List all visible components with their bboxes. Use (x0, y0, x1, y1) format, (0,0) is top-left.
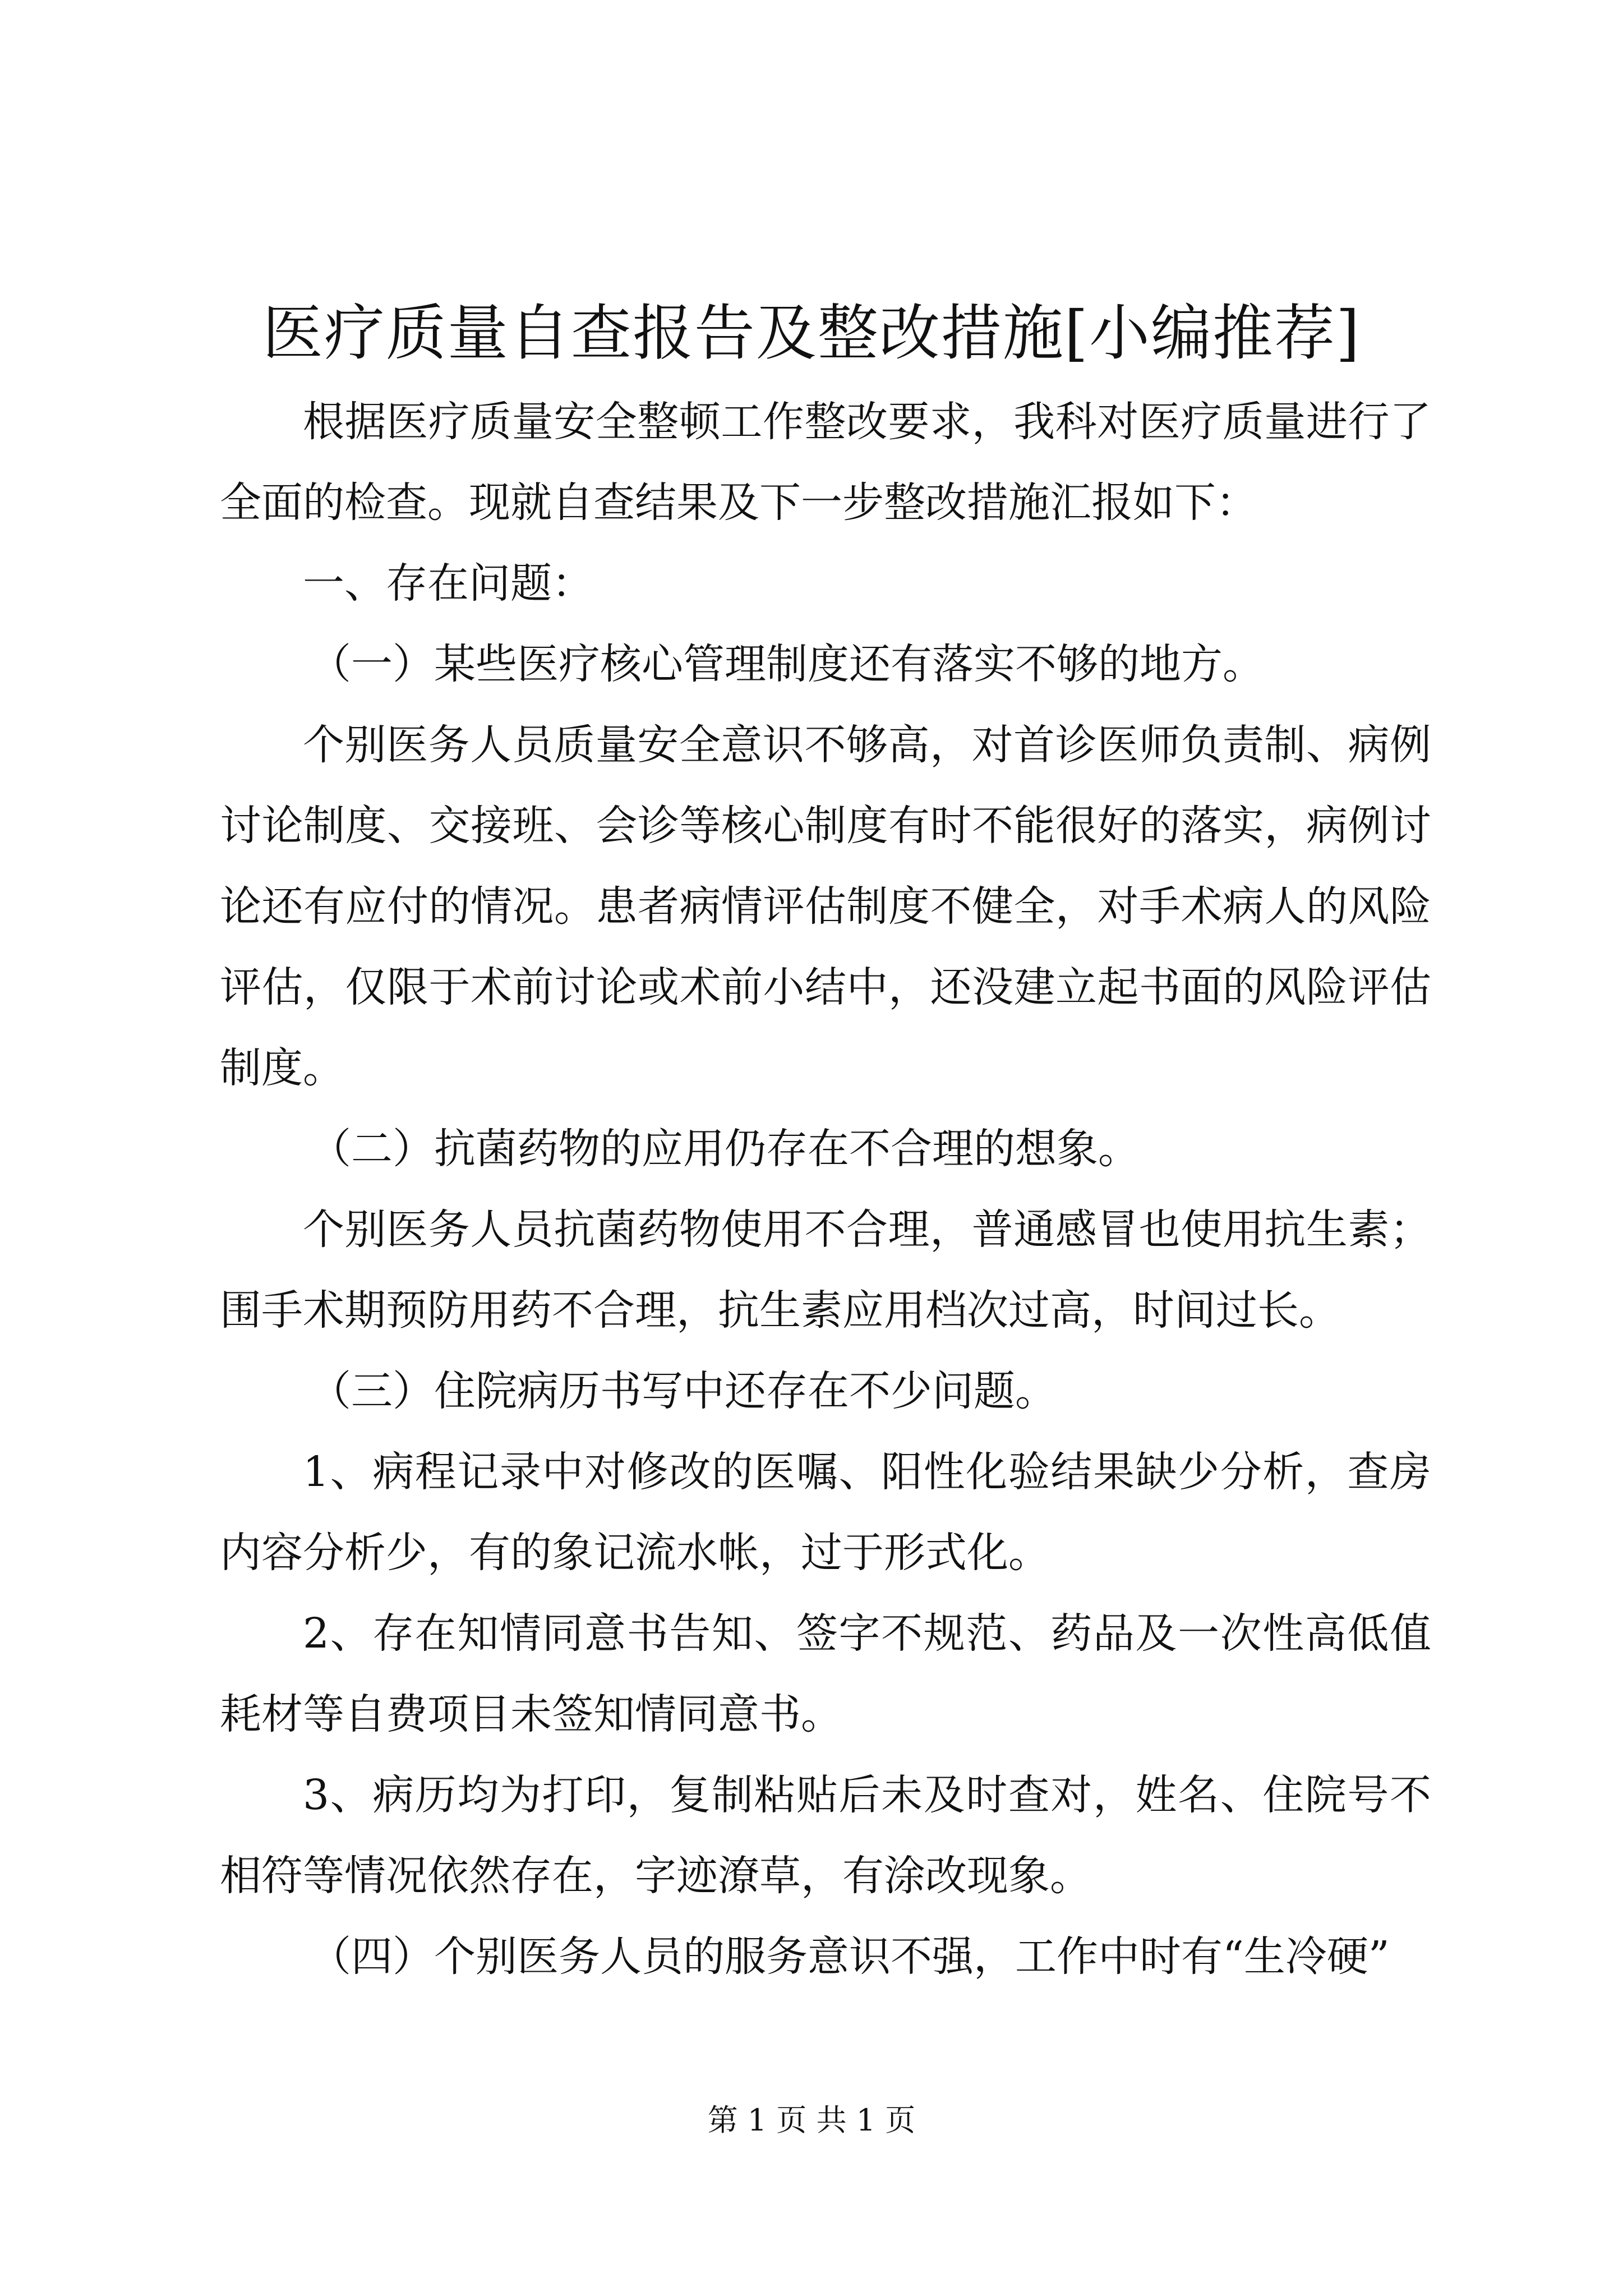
list-item-records-1: 1、病程记录中对修改的医嘱、阳性化验结果缺少分析，查房内容分析少，有的象记流水帐，过于形式化。 (220, 1448, 1431, 1577)
page-number-footer: 第 1 页 共 1 页 (707, 2102, 916, 2138)
list-item-records-3: 3、病历均为打印，复制粘贴后未及时查对，姓名、住院号不相符等情况依然存在，字迹潦草，有涂改现象。 (220, 1771, 1431, 1900)
subheading-service-awareness: （四）个别医务人员的服务意识不强，工作中时有“生冷硬” (310, 1932, 1390, 1981)
subheading-core-systems: （一）某些医疗核心管理制度还有落实不够的地方。 (310, 640, 1264, 688)
document-body (220, 381, 1431, 1997)
paragraph-intro: 根据医疗质量安全整顿工作整改要求，我科对医疗质量进行了全面的检查。现就自查结果及下一步整改措施汇报如下： (220, 398, 1431, 527)
list-item-records-2: 2、存在知情同意书告知、签字不规范、药品及一次性高低值耗材等自费项目未签知情同意书。 (220, 1609, 1431, 1738)
paragraph-core-systems: 个别医务人员质量安全意识不够高，对首诊医师负责制、病例讨论制度、交接班、会诊等核心制度有时不能很好的落实，病例讨论还有应付的情况。患者病情评估制度不健全，对手术病人的风险评估，仅限于术前讨论或术前小结中，还没建立起书面的风险评估制度。 (220, 721, 1431, 1092)
subheading-medical-records: （三）住院病历书写中还存在不少问题。 (310, 1367, 1057, 1415)
paragraph-antibiotics: 个别医务人员抗菌药物使用不合理，普通感冒也使用抗生素；围手术期预防用药不合理，抗生素应用档次过高，时间过长。 (220, 1205, 1431, 1335)
section-heading-problems: 一、存在问题： (303, 559, 593, 608)
subheading-antibiotics: （二）抗菌药物的应用仍存在不合理的想象。 (310, 1125, 1140, 1173)
document-title: 医疗质量自查报告及整改措施[小编推荐] (262, 298, 1361, 369)
